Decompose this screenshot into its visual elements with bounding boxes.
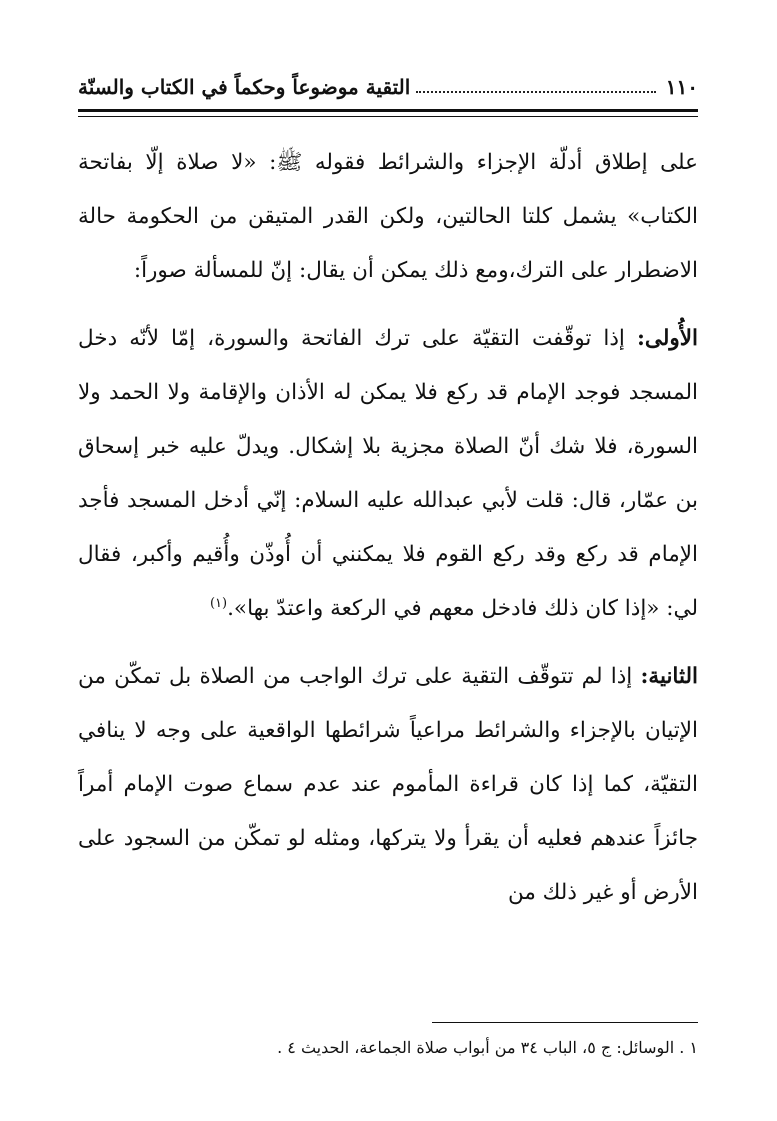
running-title: التقية موضوعاً وحكماً في الكتاب والسنّة — [78, 75, 411, 99]
second-case-paragraph — [78, 650, 698, 920]
header-rule-thick — [78, 109, 698, 112]
first-case-paragraph — [78, 312, 698, 636]
intro-paragraph — [78, 136, 698, 298]
header-dot-leader — [416, 81, 655, 93]
header-rule-thin — [78, 116, 698, 117]
page-header — [78, 74, 698, 100]
intro-text: على إطلاق أدلّة الإجزاء والشرائط فقوله ﷺ: «لا صلاة إلّا بفاتحة الكتاب» يشمل كلتا الحالتين، ولكن القدر المتيقن من الحكومة حالة الاضطرار على الترك،ومع ذلك يمكن أن يقال: إنّ للمسألة صوراً: — [78, 150, 698, 283]
body-text — [78, 136, 698, 934]
footnote: ١ . الوسائل: ج ٥، الباب ٣٤ من أبواب صلاة الجماعة، الحديث ٤ . — [277, 1038, 698, 1057]
footnote-marker: (١) — [209, 595, 228, 611]
second-case-label: الثانية: — [640, 664, 698, 689]
second-case-text: إذا لم تتوقّف التقية على ترك الواجب من الصلاة بل تمكّن من الإتيان بالإجزاء والشرائط مراعياً شرائطها الواقعية على وجه لا ينافي التقيّة، كما إذا كان قراءة المأموم عند عدم سماع صوت الإمام أمراً جائزاً عندهم فعليه أن يقرأ ولا يتركها، ومثله لو تمكّن من السجود على الأرض أو غير ذلك من — [78, 664, 698, 905]
first-case-label: الأُولى: — [636, 326, 698, 351]
first-case-text: إذا توقّفت التقيّة على ترك الفاتحة والسورة، إمّا لأنّه دخل المسجد فوجد الإمام قد ركع فلا يمكن له الأذان والإقامة ولا الحمد ولا السورة، فلا شك أنّ الصلاة مجزية بلا إشكال. ويدلّ عليه خبر إسحاق بن عمّار، قال: قلت لأبي عبدالله عليه السلام: إنّي أدخل المسجد فأجد الإمام قد ركع وقد ركع القوم فلا يمكنني أن أُوذّن وأُقيم وأكبر، فقال لي: «إذا كان ذلك فادخل معهم في الركعة واعتدّ بها». — [78, 326, 698, 621]
footnote-rule — [432, 1022, 698, 1023]
page-number: ١١٠ — [665, 75, 698, 99]
